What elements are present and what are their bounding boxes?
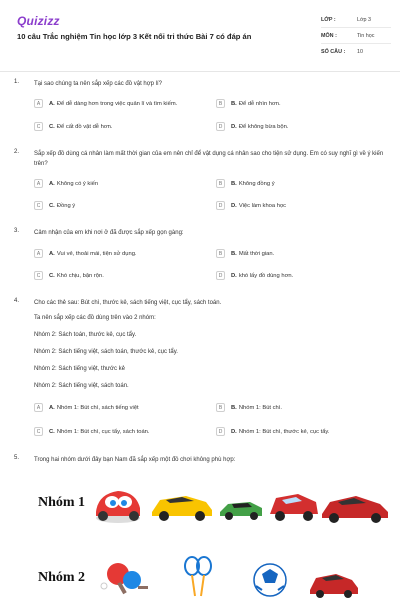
option-text: Nhóm 1: Bút chì.	[238, 404, 282, 411]
racing-car-icon	[270, 494, 318, 521]
group-2-image	[0, 552, 400, 600]
question-number: 2.	[14, 149, 20, 155]
option-text: Để dễ nhìn hơn.	[238, 100, 281, 107]
option-text: Khó chịu, bận rộn.	[56, 272, 104, 279]
option-d[interactable]	[216, 201, 286, 210]
meta-value: Lớp 3	[357, 16, 372, 23]
group-label: Nhóm 1	[38, 495, 86, 510]
option-text: Nhóm 1: Bút chì, cục tẩy, sách toán.	[56, 428, 150, 435]
question-3	[14, 228, 386, 288]
question-note: Nhóm 2: Sách tiếng việt, sách toán, thước kẻ, cục tẩy.	[34, 349, 178, 355]
option-box: D	[216, 427, 225, 436]
option-text: Nhóm 1: Bút chì, sách tiếng việt	[56, 404, 139, 411]
question-text: Trong hai nhóm dưới đây bạn Nam đã sắp xếp một đồ chơi không phù hợp:	[34, 457, 236, 463]
red-toy-car-icon	[310, 574, 358, 598]
ping-pong-paddle-icon	[101, 563, 148, 594]
option-text: Không có ý kiến	[56, 180, 99, 187]
option-d[interactable]	[216, 271, 293, 280]
meta-row-grade	[321, 12, 391, 28]
option-box: D	[216, 271, 225, 280]
question-text: Cho các thẻ sau: Bút chì, thước kẻ, sách tiếng việt, cục tẩy, sách toán.	[34, 300, 222, 306]
question-note: Ta nên sắp xếp các đồ dùng trên vào 2 nhóm:	[34, 315, 156, 321]
question-text: Sắp xếp đồ dùng cá nhân làm mất thời gian của em nên chỉ để vật dụng cá nhân sao cho tiện sử dụng. Em có suy nghĩ gì về ý kiến trên?	[34, 151, 384, 167]
yellow-car-icon	[152, 496, 212, 521]
ball-icon	[254, 564, 286, 596]
option-letter: A.	[49, 180, 55, 187]
red-sports-car-icon	[322, 496, 388, 523]
option-box: A	[34, 99, 43, 108]
option-box: A	[34, 403, 43, 412]
page-title: 10 câu Trắc nghiệm Tin học lớp 3 Kết nối tri thức Bài 7 có đáp án	[17, 32, 252, 41]
question-5	[14, 455, 386, 469]
option-c[interactable]	[34, 201, 75, 210]
question-number: 3.	[14, 228, 20, 234]
question-note: Nhóm 2: Sách tiếng việt, sách toán.	[34, 383, 129, 389]
group-label: Nhóm 2	[38, 570, 86, 585]
green-car-icon	[220, 502, 262, 520]
option-text: Để không bừa bộn.	[238, 123, 289, 130]
sports-toys-illustration	[0, 552, 400, 600]
meta-value: 10	[357, 49, 363, 55]
question-text: Cảm nhận của em khi nơi ở đã được sắp xếp gọn gàng:	[34, 230, 184, 236]
option-box: B	[216, 99, 225, 108]
option-letter: C.	[49, 272, 55, 279]
option-letter: B.	[231, 100, 237, 107]
option-box: D	[216, 122, 225, 131]
page-header	[0, 0, 400, 72]
option-b[interactable]	[216, 249, 274, 258]
option-text: Nhóm 1: Bút chì, thước kẻ, cục tẩy.	[238, 428, 330, 435]
toy-cars-illustration	[0, 478, 400, 528]
option-text: Không đồng ý	[238, 180, 275, 187]
option-letter: D.	[231, 202, 237, 209]
question-number: 5.	[14, 455, 20, 461]
option-letter: B.	[231, 250, 237, 257]
option-a[interactable]	[34, 179, 98, 188]
option-text: Mất thời gian.	[238, 250, 275, 257]
meta-label: SỐ CÂU :	[321, 49, 346, 55]
option-box: A	[34, 179, 43, 188]
option-b[interactable]	[216, 403, 282, 412]
option-box: B	[216, 249, 225, 258]
meta-table	[321, 12, 391, 60]
question-note: Nhóm 2: Sách toán, thước kẻ, cục tẩy.	[34, 332, 137, 338]
meta-value: Tin học	[357, 32, 375, 39]
option-text: Để cất đồ vật dễ hơn.	[56, 123, 113, 130]
option-letter: C.	[49, 123, 55, 130]
option-c[interactable]	[34, 427, 150, 436]
option-d[interactable]	[216, 122, 288, 131]
option-box: B	[216, 403, 225, 412]
meta-label: LỚP :	[321, 16, 336, 23]
option-text: Vui vẻ, thoải mái, tiện sử dụng.	[56, 250, 137, 257]
option-letter: D.	[231, 123, 237, 130]
option-letter: A.	[49, 404, 55, 411]
question-number: 1.	[14, 79, 20, 85]
question-4	[14, 298, 386, 443]
option-letter: C.	[49, 428, 55, 435]
option-box: C	[34, 201, 43, 210]
question-text: Tại sao chúng ta nên sắp xếp các đồ vật hợp lí?	[34, 81, 163, 87]
option-text: Việc làm khoa học	[238, 202, 287, 209]
meta-row-count	[321, 44, 391, 60]
option-a[interactable]	[34, 249, 137, 258]
option-box: C	[34, 427, 43, 436]
option-b[interactable]	[216, 179, 275, 188]
question-2	[14, 149, 386, 219]
option-text: khó lấy đồ dùng hơn.	[238, 272, 294, 279]
option-text: Để dễ dàng hơn trong việc quản lí và tìm kiếm.	[56, 100, 178, 107]
option-b[interactable]	[216, 99, 281, 108]
option-letter: D.	[231, 428, 237, 435]
option-a[interactable]	[34, 403, 139, 412]
option-box: A	[34, 249, 43, 258]
meta-row-subject	[321, 28, 391, 44]
option-a[interactable]	[34, 99, 177, 108]
option-d[interactable]	[216, 427, 330, 436]
option-box: C	[34, 122, 43, 131]
option-letter: B.	[231, 404, 237, 411]
option-letter: A.	[49, 100, 55, 107]
option-box: D	[216, 201, 225, 210]
cartoon-car-icon	[96, 491, 140, 523]
question-note: Nhóm 2: Sách tiếng việt, thước kẻ	[34, 366, 125, 372]
question-number: 4.	[14, 298, 20, 304]
quizizz-logo[interactable]: Quizizz	[17, 14, 60, 28]
group-1-image	[0, 478, 400, 528]
option-letter: D.	[231, 272, 237, 279]
meta-label: MÔN :	[321, 32, 337, 39]
option-letter: B.	[231, 180, 237, 187]
question-1	[14, 79, 386, 139]
option-box: B	[216, 179, 225, 188]
option-letter: C.	[49, 202, 55, 209]
badminton-racket-icon	[185, 557, 211, 596]
option-box: C	[34, 271, 43, 280]
option-letter: A.	[49, 250, 55, 257]
option-c[interactable]	[34, 271, 104, 280]
option-c[interactable]	[34, 122, 113, 131]
option-text: Đồng ý	[56, 202, 76, 209]
